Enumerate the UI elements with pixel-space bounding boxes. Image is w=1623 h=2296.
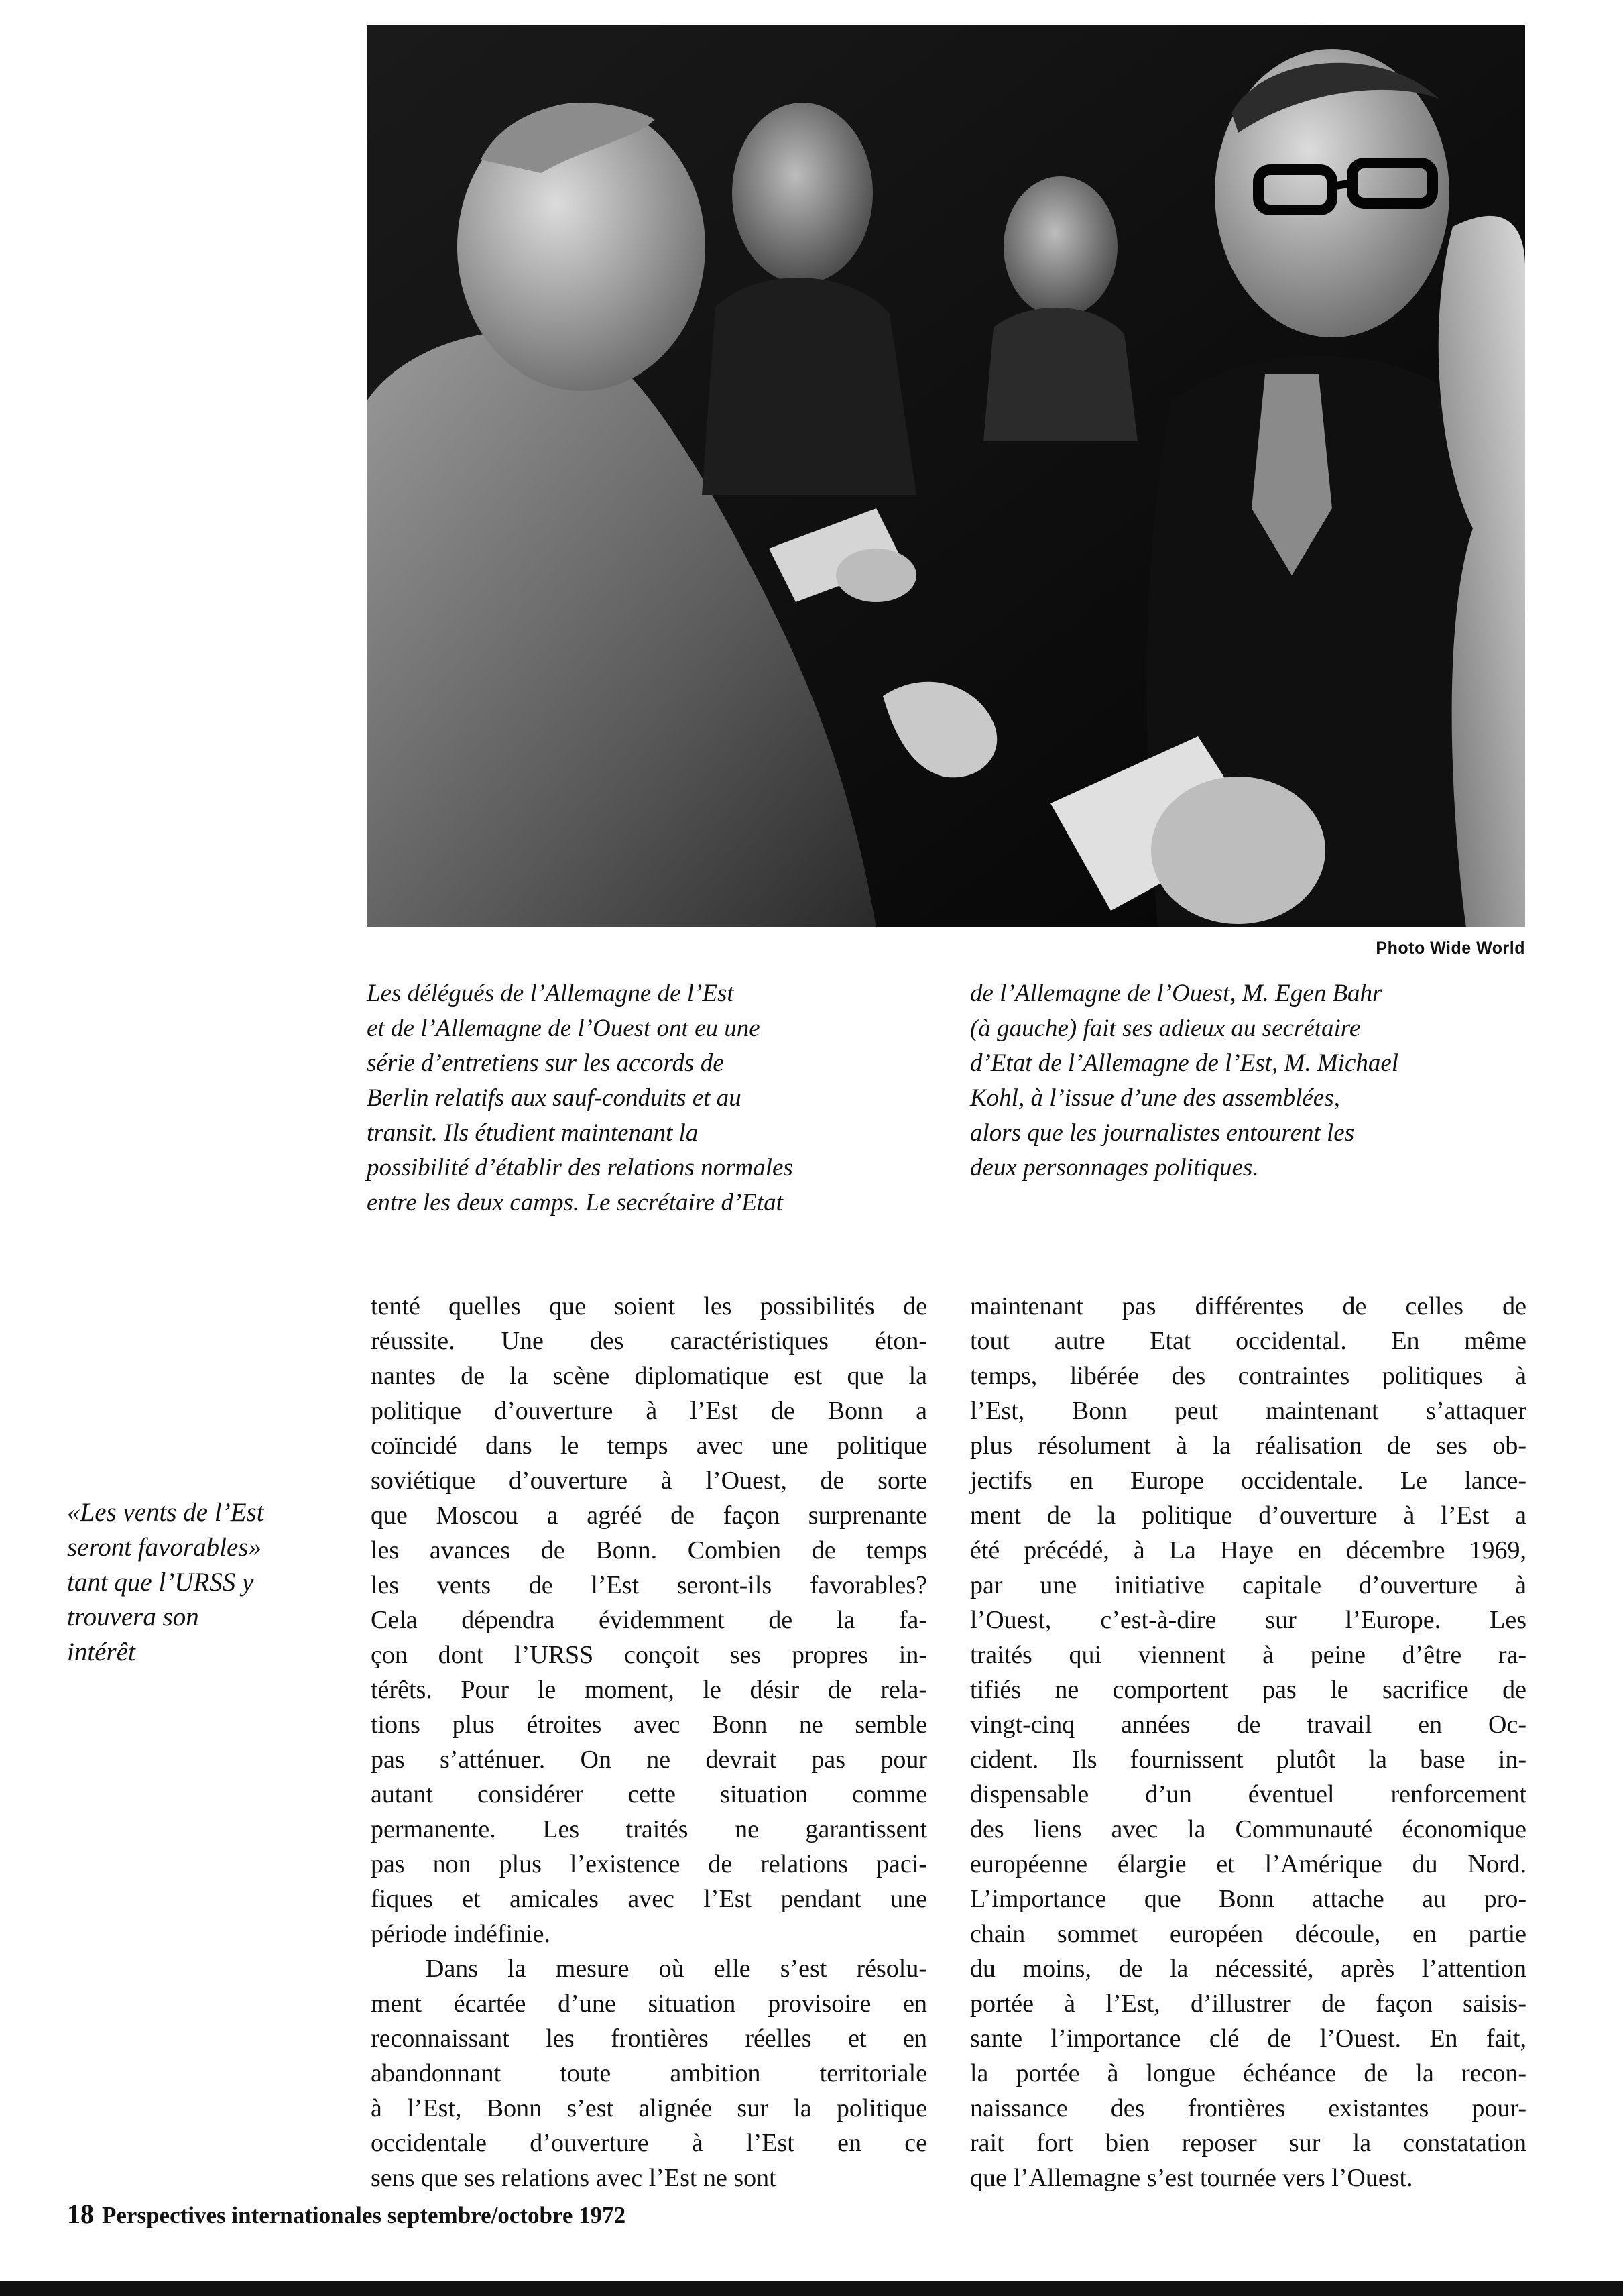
body-line: rait fort bien reposer sur la constatation — [970, 2129, 1526, 2157]
body-line: tifiés ne comportent pas le sacrifice de — [970, 1676, 1526, 1704]
body-line: ment écartée d’une situation provisoire en — [371, 1990, 927, 2018]
body-line: la portée à longue échéance de la recon- — [970, 2059, 1526, 2087]
caption-line: série d’entretiens sur les accords de — [367, 1049, 724, 1077]
pull-quote-line: intérêt — [67, 1638, 135, 1666]
body-line: pas s’atténuer. On ne devrait pas pour — [371, 1745, 927, 1774]
pull-quote-line: trouvera son — [67, 1603, 199, 1631]
body-line: çon dont l’URSS conçoit ses propres in- — [371, 1641, 927, 1669]
page-edge — [0, 2281, 1623, 2296]
caption-line: (à gauche) fait ses adieux au secrétaire — [970, 1015, 1361, 1042]
body-line: période indéfinie. — [371, 1920, 551, 1948]
caption-line: Berlin relatifs aux sauf-conduits et au — [367, 1084, 741, 1112]
caption-line: de l’Allemagne de l’Ouest, M. Egen Bahr — [970, 980, 1382, 1007]
body-line: autant considérer cette situation comme — [371, 1780, 927, 1809]
body-line: tout autre Etat occidental. En même — [970, 1327, 1526, 1355]
body-column-right — [970, 1289, 1526, 2195]
body-line: tions plus étroites avec Bonn ne semble — [371, 1711, 927, 1739]
body-line: sens que ses relations avec l’Est ne sont — [371, 2164, 776, 2192]
page-footer — [67, 2198, 625, 2230]
body-line: été précédé, à La Haye en décembre 1969, — [970, 1536, 1526, 1564]
photo-credit: Photo Wide World — [1376, 939, 1525, 958]
body-column-left — [371, 1289, 927, 2195]
body-line: des liens avec la Communauté économique — [970, 1815, 1526, 1843]
caption-line: Les délégués de l’Allemagne de l’Est — [367, 980, 734, 1007]
photo-caption-left — [367, 976, 943, 1220]
body-line: portée à l’Est, d’illustrer de façon saisis- — [970, 1990, 1526, 2018]
body-line: réussite. Une des caractéristiques éton- — [371, 1327, 927, 1355]
body-line: les avances de Bonn. Combien de temps — [371, 1536, 927, 1564]
caption-line: et de l’Allemagne de l’Ouest ont eu une — [367, 1015, 760, 1042]
photo-caption-right — [970, 976, 1547, 1186]
body-line: ment de la politique d’ouverture à l’Est a — [970, 1501, 1526, 1530]
body-line: nantes de la scène diplomatique est que la — [371, 1362, 927, 1390]
body-line: du moins, de la nécessité, après l’attention — [970, 1955, 1526, 1983]
pull-quote-line: seront favorables» — [67, 1533, 261, 1562]
body-line: que l’Allemagne s’est tournée vers l’Ouest. — [970, 2164, 1413, 2192]
body-line: soviétique d’ouverture à l’Ouest, de sorte — [371, 1467, 927, 1495]
body-line: permanente. Les traités ne garantissent — [371, 1815, 927, 1843]
body-line: à l’Est, Bonn s’est alignée sur la politique — [371, 2094, 927, 2122]
body-line: pas non plus l’existence de relations paci- — [371, 1850, 927, 1878]
pull-quote-line: «Les vents de l’Est — [67, 1498, 264, 1527]
body-line: par une initiative capitale d’ouverture à — [970, 1571, 1526, 1599]
body-line: l’Est, Bonn peut maintenant s’attaquer — [970, 1397, 1526, 1425]
body-line: abandonnant toute ambition territoriale — [371, 2059, 927, 2087]
caption-line: alors que les journalistes entourent les — [970, 1119, 1355, 1147]
body-line: Cela dépendra évidemment de la fa- — [371, 1606, 927, 1634]
caption-line: deux personnages politiques. — [970, 1154, 1259, 1182]
body-line: vingt-cinq années de travail en Oc- — [970, 1711, 1526, 1739]
body-line: sante l’importance clé de l’Ouest. En fait, — [970, 2024, 1526, 2053]
page-number: 18 — [67, 2199, 94, 2229]
body-line: maintenant pas différentes de celles de — [970, 1292, 1526, 1320]
body-line: les vents de l’Est seront-ils favorables? — [371, 1571, 927, 1599]
body-line: politique d’ouverture à l’Est de Bonn a — [371, 1397, 927, 1425]
news-photograph — [367, 25, 1525, 927]
body-line: tenté quelles que soient les possibilités de — [371, 1292, 927, 1320]
body-line: naissance des frontières existantes pour- — [970, 2094, 1526, 2122]
body-line: coïncidé dans le temps avec une politique — [371, 1432, 927, 1460]
body-line: reconnaissant les frontières réelles et en — [371, 2024, 927, 2053]
body-line: occidentale d’ouverture à l’Est en ce — [371, 2129, 927, 2157]
publication-line: Perspectives internationales septembre/octobre 1972 — [102, 2202, 626, 2228]
body-line: l’Ouest, c’est-à-dire sur l’Europe. Les — [970, 1606, 1526, 1634]
body-line: cident. Ils fournissent plutôt la base in- — [970, 1745, 1526, 1774]
pull-quote — [67, 1495, 335, 1670]
caption-line: transit. Ils étudient maintenant la — [367, 1119, 699, 1147]
caption-line: d’Etat de l’Allemagne de l’Est, M. Michael — [970, 1049, 1399, 1077]
body-line: dispensable d’un éventuel renforcement — [970, 1780, 1526, 1809]
body-line: que Moscou a agréé de façon surprenante — [371, 1501, 927, 1530]
caption-line: Kohl, à l’issue d’une des assemblées, — [970, 1084, 1340, 1112]
body-line: temps, libérée des contraintes politiques à — [970, 1362, 1526, 1390]
caption-line: possibilité d’établir des relations normales — [367, 1154, 793, 1182]
body-line: chain sommet européen découle, en partie — [970, 1920, 1526, 1948]
body-line: L’importance que Bonn attache au pro- — [970, 1885, 1526, 1913]
photo-illustration — [367, 25, 1525, 927]
pull-quote-line: tant que l’URSS y — [67, 1568, 254, 1597]
body-line: fiques et amicales avec l’Est pendant une — [371, 1885, 927, 1913]
body-line: européenne élargie et l’Amérique du Nord. — [970, 1850, 1526, 1878]
body-line: plus résolument à la réalisation de ses ob- — [970, 1432, 1526, 1460]
body-line: Dans la mesure où elle s’est résolu- — [426, 1955, 927, 1983]
body-line: térêts. Pour le moment, le désir de rela- — [371, 1676, 927, 1704]
body-line: jectifs en Europe occidentale. Le lance- — [970, 1467, 1526, 1495]
body-line: traités qui viennent à peine d’être ra- — [970, 1641, 1526, 1669]
caption-line: entre les deux camps. Le secrétaire d’Etat — [367, 1189, 783, 1216]
